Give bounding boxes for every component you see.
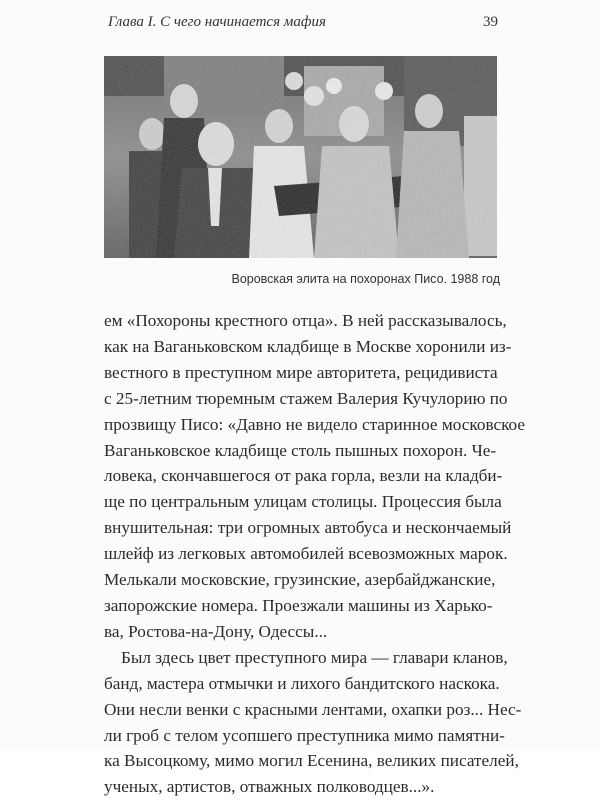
photo-caption: Воровская элита на похоронах Писо. 1988 год xyxy=(231,272,500,286)
text-line: с 25-летним тюремным стажем Валерия Кучулорию по xyxy=(104,388,508,408)
text-line: ще по центральным улицам столицы. Процессия была xyxy=(104,492,502,512)
text-line: вестного в преступном мире авторитета, рецидивиста xyxy=(104,362,498,382)
text-line: прозвищу Писо: «Давно не видело старинное московское xyxy=(104,414,525,434)
text-line: Ваганьковское кладбище столь пышных похорон. Че- xyxy=(104,440,497,460)
text-line: внушительная: три огромных автобуса и нескончаемый xyxy=(104,518,512,538)
paragraph-first-line: Был здесь цвет преступного мира — главари кланов, xyxy=(121,647,508,667)
page-number: 39 xyxy=(483,14,498,30)
text-line: ли гроб с телом усопшего преступника мимо памятни- xyxy=(104,725,505,745)
funeral-photo xyxy=(104,56,497,258)
text-line: ученых, артистов, отважных полководцев...». xyxy=(104,777,435,797)
text-line: как на Ваганьковском кладбище в Москве хоронили из- xyxy=(104,336,512,356)
running-head: Глава I. С чего начинается мафия xyxy=(108,14,326,30)
text-line: ва, Ростова-на-Дону, Одессы... xyxy=(104,621,328,641)
text-line: ем «Похороны крестного отца». В ней рассказывалось, xyxy=(104,311,507,330)
funeral-photo-image xyxy=(104,56,497,258)
text-line: банд, мастера отмычки и лихого бандитского наскока. xyxy=(104,673,500,693)
text-line: запорожские номера. Проезжали машины из Харько- xyxy=(104,595,493,615)
text-line: шлейф из легковых автомобилей всевозможных марок. xyxy=(104,544,508,564)
text-line: ловека, скончавшегося от рака горла, везли на кладби- xyxy=(104,466,503,486)
text-line: Они несли венки с красными лентами, охапки роз... Нес- xyxy=(104,699,522,719)
body-text xyxy=(104,308,525,800)
text-line: ка Высоцкому, мимо могил Есенина, великих писателей, xyxy=(104,751,519,771)
text-line: Мелькали московские, грузинские, азербайджанские, xyxy=(104,570,496,590)
